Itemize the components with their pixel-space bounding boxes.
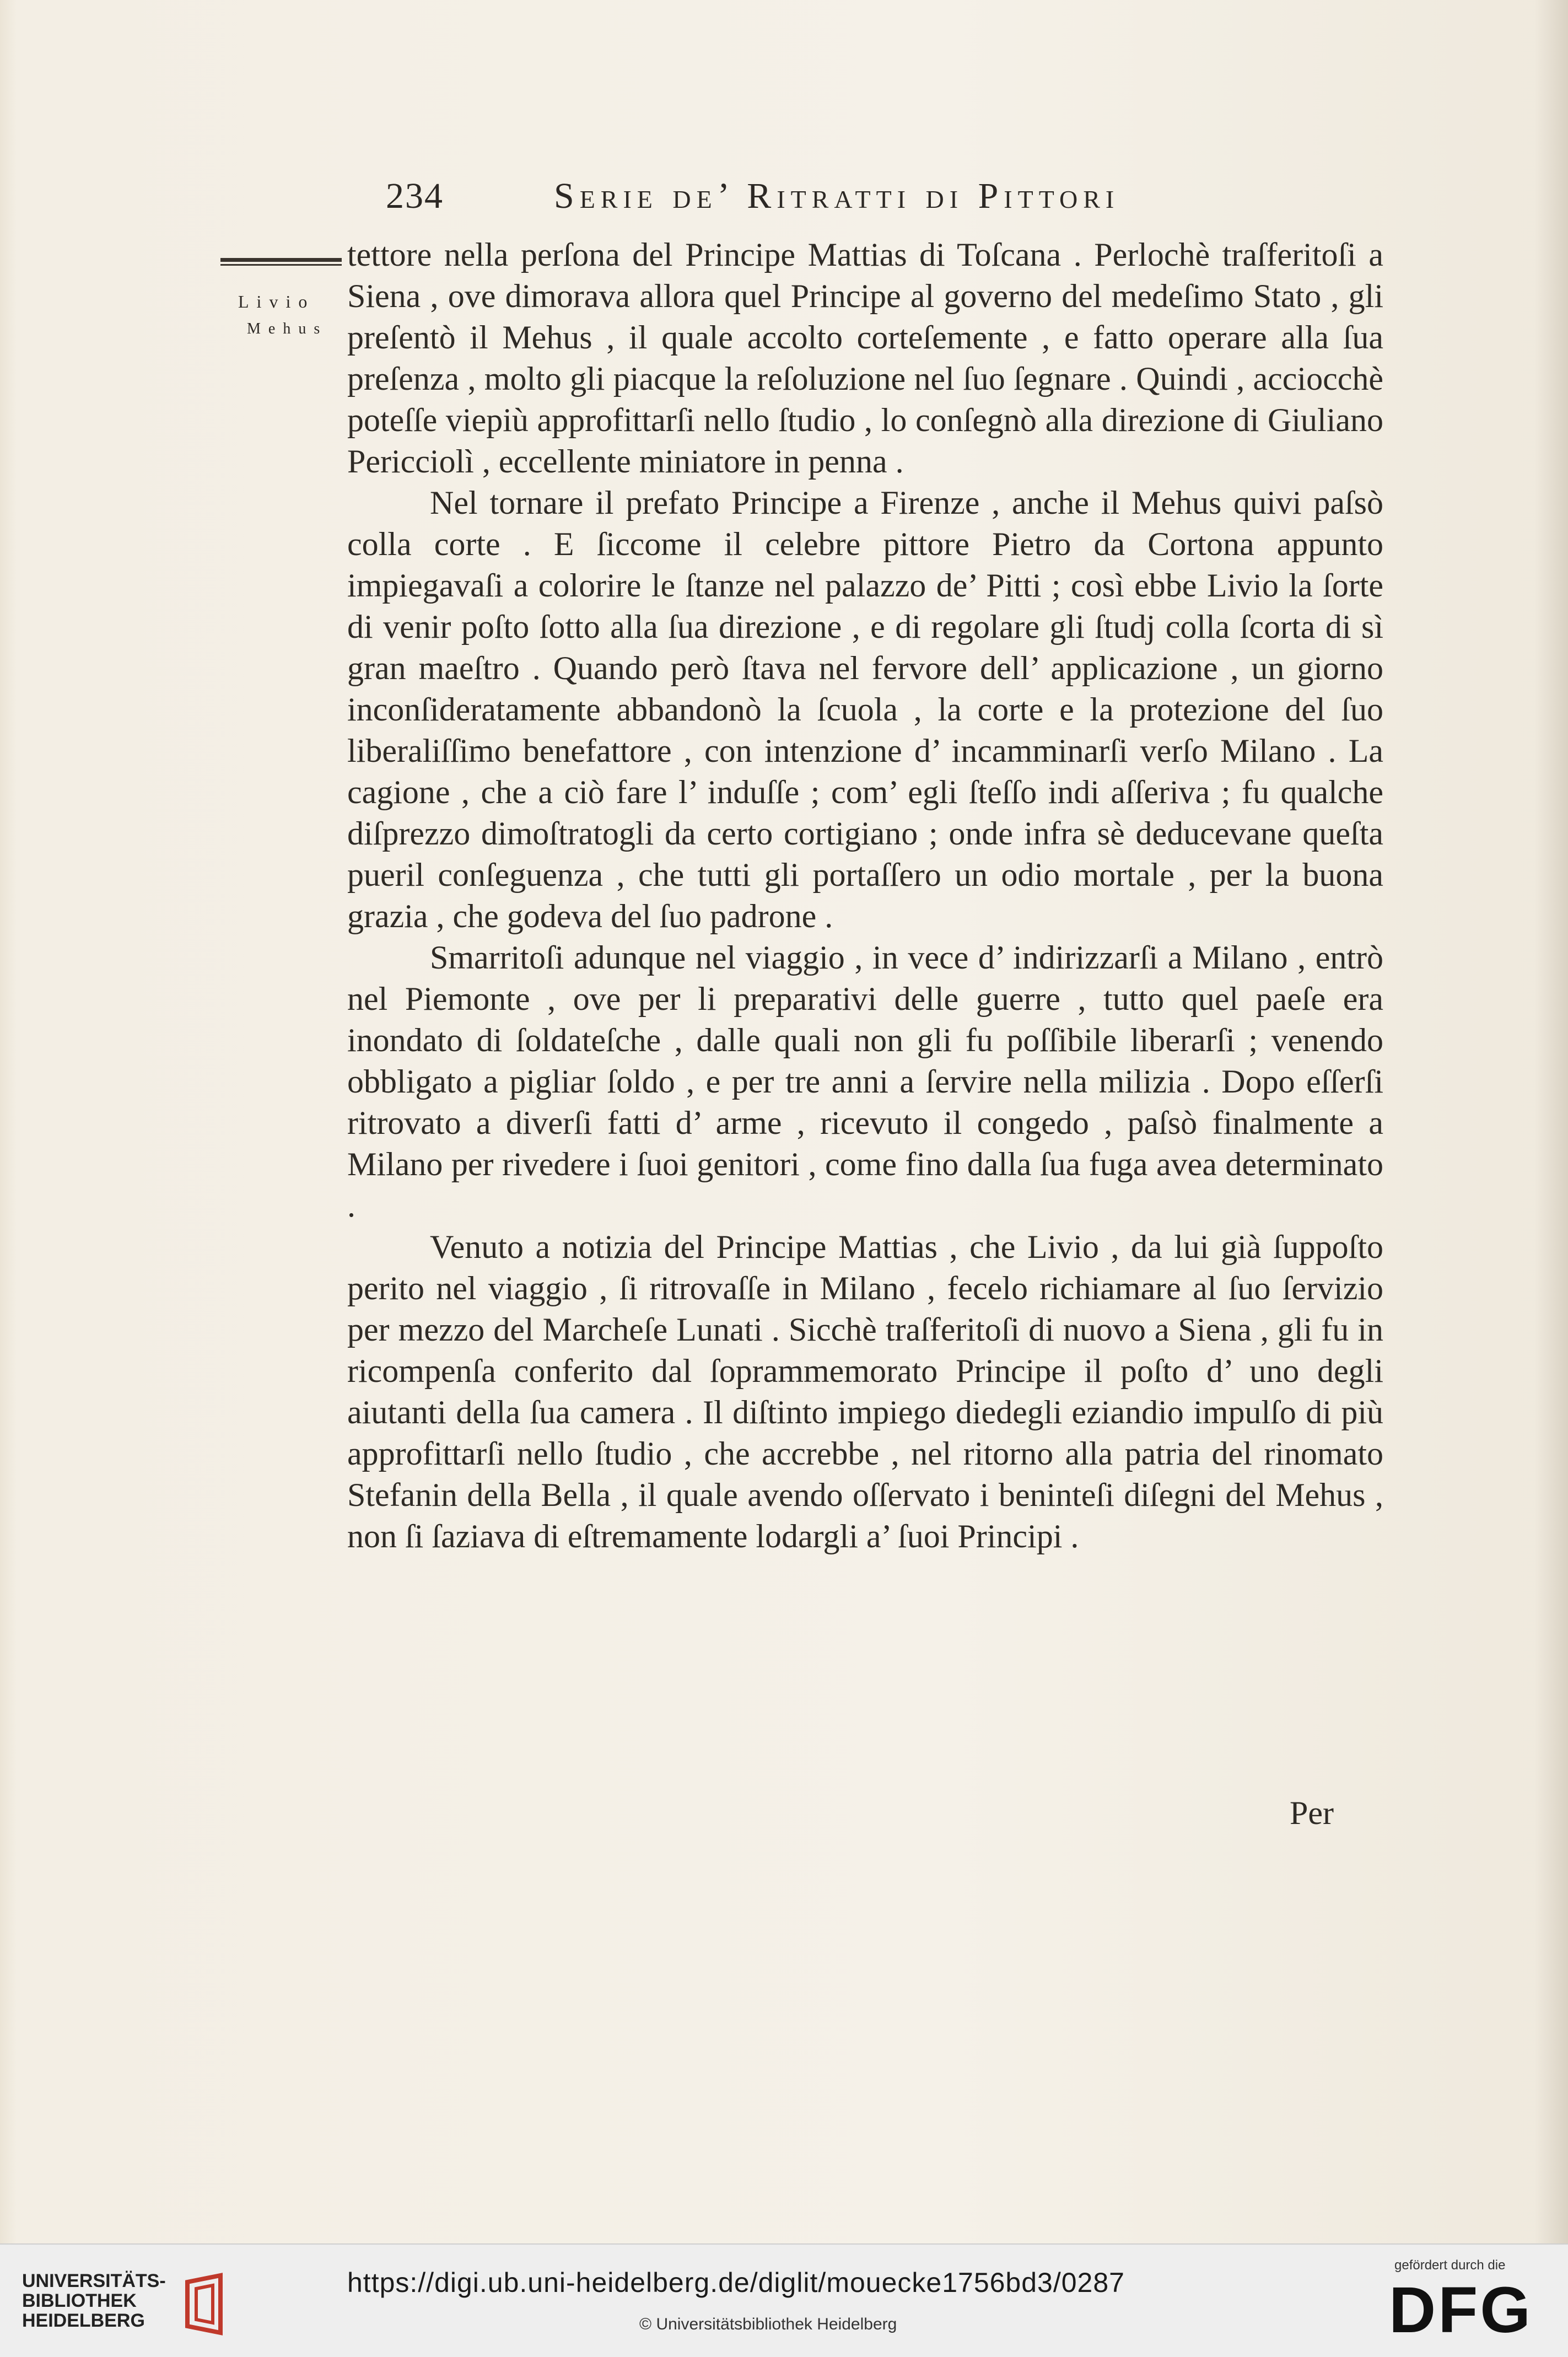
footer-bar	[0, 2243, 1568, 2357]
page-edge-shadow	[1535, 0, 1568, 2243]
catchword: Per	[1290, 1795, 1334, 1831]
paragraph: Smarritoſi adunque nel viaggio , in vece d’ indirizzarſi a Milano , entrò nel Piemonte , ove per li preparativi delle guerre , tutto quel paeſe era inondato di ſoldateſche , dalle quali non gli fu poſſibile liberarſi ; venendo obbligato a pigliar ſoldo , e per tre anni a ſervire nella milizia . Dopo eſſerſi ritrovato a diverſi fatti d’ arme , ricevuto il congedo , paſsò finalmente a Milano per rivedere i ſuoi genitori , come fino dalla ſua fuga avea determinato .	[347, 939, 1383, 1224]
copyright-notice: © Universitätsbibliothek Heidelberg	[639, 2315, 897, 2333]
page-number: 234	[386, 176, 444, 216]
permalink-url[interactable]: https://digi.ub.uni-heidelberg.de/diglit/mouecke1756bd3/0287	[347, 2267, 1125, 2298]
margin-note-surname: Mehus	[247, 320, 328, 337]
paragraph: Venuto a notizia del Principe Mattias , che Livio , da lui già ſuppoſto perito nel viaggio , ſi ritrovaſſe in Milano , fecelo richiamare al ſuo ſervizio per mezzo del Marcheſe Lunati . Sicchè traſferitoſi di nuovo a Siena , gli fu in ricompenſa conferito dal ſoprammemorato Principe il poſto d’ uno degli aiutanti della ſua camera . Il diſtinto impiego diedegli eziandio impulſo di più approfittarſi nello ſtudio , che accrebbe , nel ritorno alla patria del rinomato Stefanin della Bella , il quale avendo oſſervato i beninteſi diſegni del Mehus , non ſi ſaziava di eſtremamente lodargli a’ ſuoi Principi .	[347, 1229, 1383, 1554]
funder-block[interactable]	[1389, 2258, 1554, 2346]
running-head	[380, 175, 1218, 225]
library-mark-icon	[171, 2271, 237, 2337]
body-text	[347, 234, 1383, 1557]
margin-note-first-name: Livio	[238, 292, 315, 311]
section-rule	[220, 258, 342, 266]
margin-note	[231, 288, 342, 343]
paragraph: tettore nella perſona del Principe Mattias di Toſcana . Perlochè traſferitoſi a Siena , ove dimorava allora quel Principe al governo del medeſimo Stato , gli preſentò il Mehus , il quale accolto corteſemente , e fatto operare alla ſua preſenza , molto gli piacque la reſoluzione nel ſuo ſegnare . Quindi , acciocchè poteſſe viepiù approfittarſi nello ſtudio , lo conſegnò alla direzione di Giuliano Pericciolì , eccellente miniatore in penna .	[347, 236, 1383, 480]
funder-label: gefördert durch die	[1394, 2258, 1506, 2273]
library-name: UNIVERSITÄTS- BIBLIOTHEK HEIDELBERG	[22, 2270, 166, 2331]
dfg-logo: DFG	[1389, 2274, 1533, 2347]
running-title: Serie de’ Ritratti di Pittori	[554, 176, 1120, 216]
library-logo[interactable]	[22, 2271, 243, 2337]
paragraph: Nel tornare il prefato Principe a Firenze , anche il Mehus quivi paſsò colla corte . E ſiccome il celebre pittore Pietro da Cortona appunto impiegavaſi a colorire le ſtanze nel palazzo de’ Pitti ; così ebbe Livio la ſorte di venir poſto ſotto alla ſua direzione , e di regolare gli ſtudj colla ſcorta di sì gran maeſtro . Quando però ſtava nel fervore dell’ applicazione , un giorno inconſideratamente abbandonò la ſcuola , la corte e la protezione del ſuo liberaliſſimo benefattore , con intenzione d’ incamminarſi verſo Milano . La cagione , che a ciò fare l’ induſſe ; com’ egli ſteſſo indi aſſeriva ; fu qualche diſprezzo dimoſtratogli da certo cortigiano ; onde infra sè deducevane queſta pueril conſeguenza , che tutti gli portaſſero un odio mortale , per la buona grazia , che godeva del ſuo padrone .	[347, 485, 1383, 934]
